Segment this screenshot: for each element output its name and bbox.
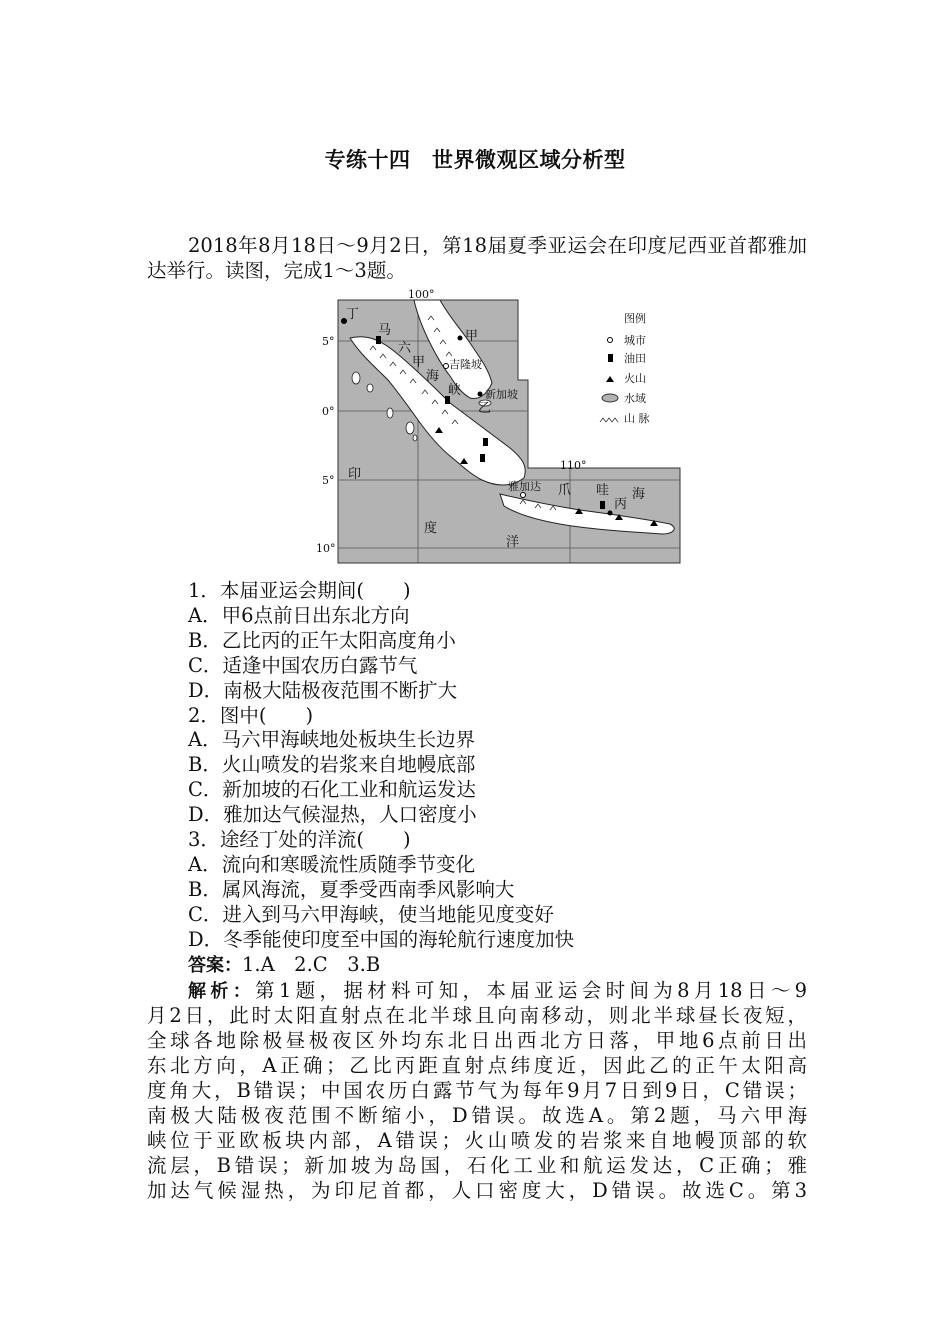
label-kualalumpur: 吉隆坡 xyxy=(449,358,482,371)
label-jia2: 甲 xyxy=(465,329,479,344)
map-figure xyxy=(310,288,690,568)
label-liu: 六 xyxy=(398,341,412,356)
city-singapore-marker xyxy=(478,392,483,397)
label-ding: 丁 xyxy=(346,307,360,322)
analysis-line: 南极大陆极夜范围不断缩小，D错误。故选A。第2题，马六甲海 xyxy=(147,1104,807,1128)
question-3-option-d: D．冬季能使印度至中国的海轮航行速度加快 xyxy=(188,927,575,951)
analysis-line: 流层，B错误；新加坡为岛国，石化工业和航运发达，C正确；雅 xyxy=(147,1153,807,1177)
lon-label-100: 100° xyxy=(408,288,435,301)
intro-paragraph xyxy=(147,233,807,283)
question-list xyxy=(147,579,807,1204)
analysis-text-1: 第1题，据材料可知，本届亚运会时间为8月18日～9 xyxy=(255,978,807,1002)
question-1-option-d: D．南极大陆极夜范围不断扩大 xyxy=(188,678,458,702)
lon-label-110: 110° xyxy=(560,459,587,472)
analysis-line: 峡位于亚欧板块内部，A错误；火山喷发的岩浆来自地幔顶部的软 xyxy=(147,1128,807,1152)
analysis-line: 加达气候湿热，为印尼首都，人口密度大，D错误。故选C。第3 xyxy=(147,1178,807,1202)
question-2-option-a: A．马六甲海峡地处板块生长边界 xyxy=(188,728,476,752)
legend-volcano-label: 火山 xyxy=(624,372,646,385)
analysis-line: 全球各地除极昼极夜区外均东北日出西北方日落，甲地6点前日出 xyxy=(147,1029,807,1053)
analysis-block xyxy=(147,979,807,1204)
question-1-option-a: A．甲6点前日出东北方向 xyxy=(188,603,410,627)
analysis-label: 解析： xyxy=(188,980,256,1002)
legend-water-label: 水域 xyxy=(624,392,646,405)
label-yi: 乙 xyxy=(478,401,492,416)
label-bing: 丙 xyxy=(614,497,628,512)
legend-volcano-icon xyxy=(606,376,614,382)
label-hai2: 海 xyxy=(632,487,646,502)
analysis-line: 东北方向，A正确；乙比丙距直射点纬度近，因此乙的正午太阳高 xyxy=(147,1054,807,1078)
question-1-option-c: C．适逢中国农历白露节气 xyxy=(188,653,418,677)
label-hai1: 海 xyxy=(426,369,440,384)
lat-label-5n: 5° xyxy=(322,335,335,348)
legend-city-icon xyxy=(608,338,613,343)
legend-oil-icon xyxy=(608,354,613,362)
city-bing-marker xyxy=(608,511,613,516)
answer-text: 1.A 2.C 3.B xyxy=(242,952,381,976)
label-du: 度 xyxy=(424,521,438,536)
map-legend xyxy=(600,311,650,425)
question-2-option-b: B．火山喷发的岩浆来自地幔底部 xyxy=(188,753,476,777)
question-1-option-b: B．乙比丙的正午太阳高度角小 xyxy=(188,628,456,652)
lat-label-5s: 5° xyxy=(322,474,335,487)
label-yang: 洋 xyxy=(506,535,520,550)
intro-text: 2018年8月18日～9月2日，第18届夏季亚运会在印度尼西亚首都雅加达举行。读图，完成1～3题。 xyxy=(147,234,807,282)
analysis-line xyxy=(147,979,807,1005)
label-xia: 峡 xyxy=(448,383,462,398)
question-3-option-b: B．属风海流，夏季受西南季风影响大 xyxy=(188,877,515,901)
city-kualalumpur-marker xyxy=(444,364,449,369)
question-3-option-a: A．流向和寒暖流性质随季节变化 xyxy=(188,852,476,876)
question-3-stem: 3．途经丁处的洋流( ) xyxy=(188,828,411,852)
label-jia1: 甲 xyxy=(412,355,426,370)
legend-city-label: 城市 xyxy=(624,334,646,347)
legend-mountain-label: 山 脉 xyxy=(624,412,650,425)
page-title: 专练十四 世界微观区域分析型 xyxy=(324,148,626,172)
answer-line xyxy=(147,953,807,979)
lat-label-10s: 10° xyxy=(316,542,336,555)
question-3-option-c: C．进入到马六甲海峡，使当地能见度变好 xyxy=(188,902,554,926)
legend-oil-label: 油田 xyxy=(624,352,646,365)
question-2-option-c: C．新加坡的石化工业和航运发达 xyxy=(188,778,476,802)
legend-water-icon xyxy=(602,394,618,402)
analysis-line: 度角大，B错误；中国农历白露节气为每年9月7日到9日，C错误； xyxy=(147,1079,807,1103)
legend-title: 图例 xyxy=(624,312,646,325)
label-jakarta: 雅加达 xyxy=(508,480,541,493)
legend-mountain-icon xyxy=(600,418,618,422)
label-zhua: 爪 xyxy=(558,483,572,498)
analysis-line: 月2日，此时太阳直射点在北半球且向南移动，则北半球昼长夜短， xyxy=(147,1004,807,1028)
question-1-stem: 1．本届亚运会期间( ) xyxy=(188,579,411,602)
label-singapore: 新加坡 xyxy=(485,388,518,401)
question-2-stem: 2．图中( ) xyxy=(188,703,314,727)
answer-label: 答案： xyxy=(188,954,242,976)
label-wa: 哇 xyxy=(596,483,610,498)
city-jia-marker xyxy=(458,336,463,341)
question-2-option-d: D．雅加达气候湿热，人口密度小 xyxy=(188,803,477,827)
label-ma: 马 xyxy=(378,323,392,338)
lat-label-0: 0° xyxy=(322,405,335,418)
label-yin: 印 xyxy=(348,467,362,482)
city-jakarta-marker xyxy=(521,493,526,498)
